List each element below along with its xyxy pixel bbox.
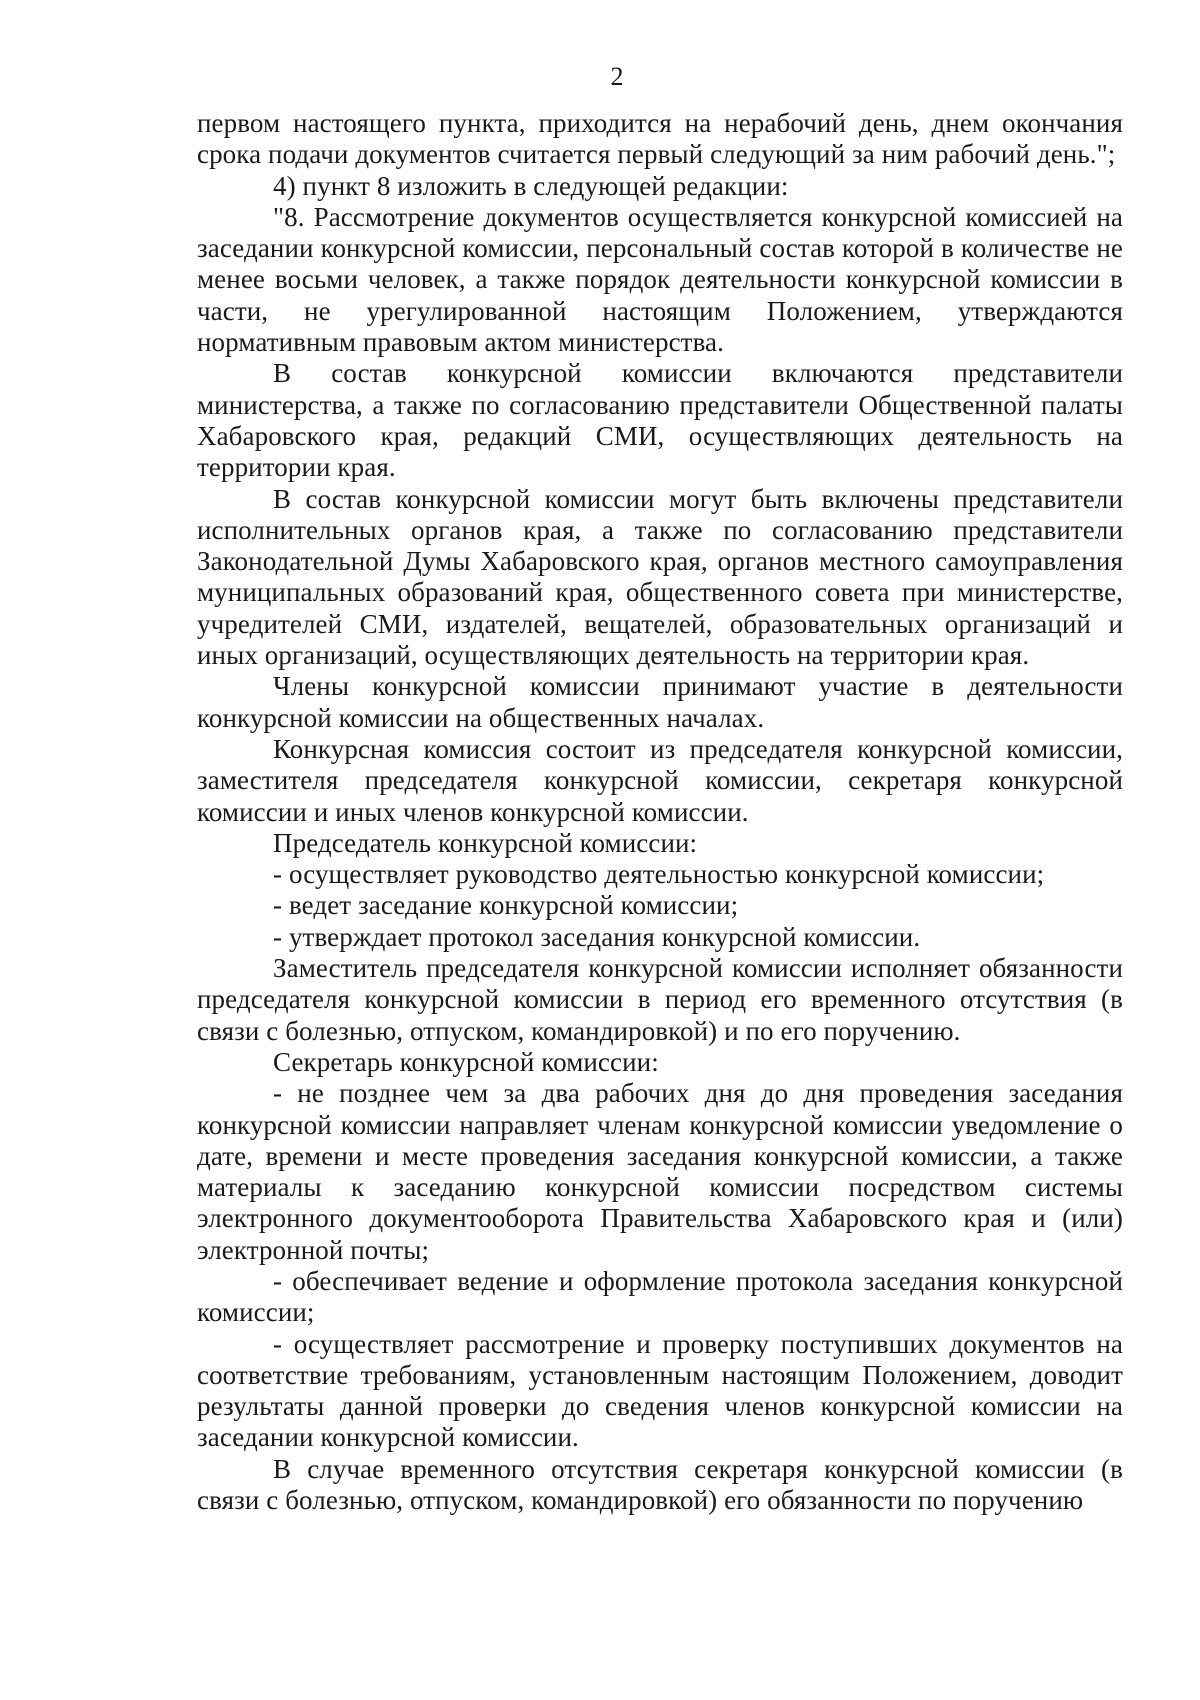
paragraph: В состав конкурсной комиссии могут быть включены представители исполнительных органов края, а также по согласованию представители Законодательной Думы Хабаровского края, органов местного самоуправления муниципальных образований края, общественного совета при министерстве, учредителей СМИ, издателей, вещателей, образовательных организаций и иных организаций, осуществляющих деятельность на территории края. [197,483,1123,671]
page-number: 2 [610,62,624,91]
paragraph: Конкурсная комиссия состоит из председателя конкурсной комиссии, заместителя председателя конкурсной комиссии, секретаря конкурсной комиссии и иных членов конкурсной комиссии. [197,733,1123,827]
paragraph: - утверждает протокол заседания конкурсной комиссии. [273,921,921,952]
paragraph: - ведет заседание конкурсной комиссии; [273,890,739,921]
paragraph: В состав конкурсной комиссии включаются представители министерства, а также по согласованию представители Общественной палаты Хабаровского края, редакций СМИ, осуществляющих деятельность на территории края. [197,358,1123,483]
document-body [197,108,1123,1516]
paragraph: - обеспечивает ведение и оформление протокола заседания конкурсной комиссии; [197,1265,1123,1328]
paragraph: В случае временного отсутствия секретаря конкурсной комиссии (в связи с болезнью, отпуском, командировкой) его обязанности по поручению [197,1453,1123,1516]
paragraph: Председатель конкурсной комиссии: [273,827,698,858]
paragraph: Секретарь конкурсной комиссии: [273,1046,659,1077]
paragraph: первом настоящего пункта, приходится на нерабочий день, днем окончания срока подачи документов считается первый следующий за ним рабочий день."; [197,108,1123,170]
paragraph: 4) пункт 8 изложить в следующей редакции: [273,170,789,201]
paragraph: Члены конкурсной комиссии принимают участие в деятельности конкурсной комиссии на общественных началах. [197,671,1123,733]
paragraph: - осуществляет руководство деятельностью конкурсной комиссии; [273,859,1045,890]
paragraph: Заместитель председателя конкурсной комиссии исполняет обязанности председателя конкурсной комиссии в период его временного отсутствия (в связи с болезнью, отпуском, командировкой) и по его поручению. [197,953,1123,1046]
paragraph: - не позднее чем за два рабочих дня до дня проведения заседания конкурсной комиссии направляет членам конкурсной комиссии уведомление о дате, времени и месте проведения заседания конкурсной комиссии, а также материалы к заседанию конкурсной комиссии посредством системы электронного документооборота Правительства Хабаровского края и (или) электронной почты; [197,1078,1123,1265]
paragraph: - осуществляет рассмотрение и проверку поступивших документов на соответствие требованиям, установленным настоящим Положением, доводит результаты данной проверки до сведения членов конкурсной комиссии на заседании конкурсной комиссии. [197,1328,1123,1453]
paragraph: "8. Рассмотрение документов осуществляется конкурсной комиссией на заседании конкурсной комиссии, персональный состав которой в количестве не менее восьми человек, а также порядок деятельности конкурсной комиссии в части, не урегулированной настоящим Положением, утверждаются нормативным правовым актом министерства. [197,201,1123,358]
